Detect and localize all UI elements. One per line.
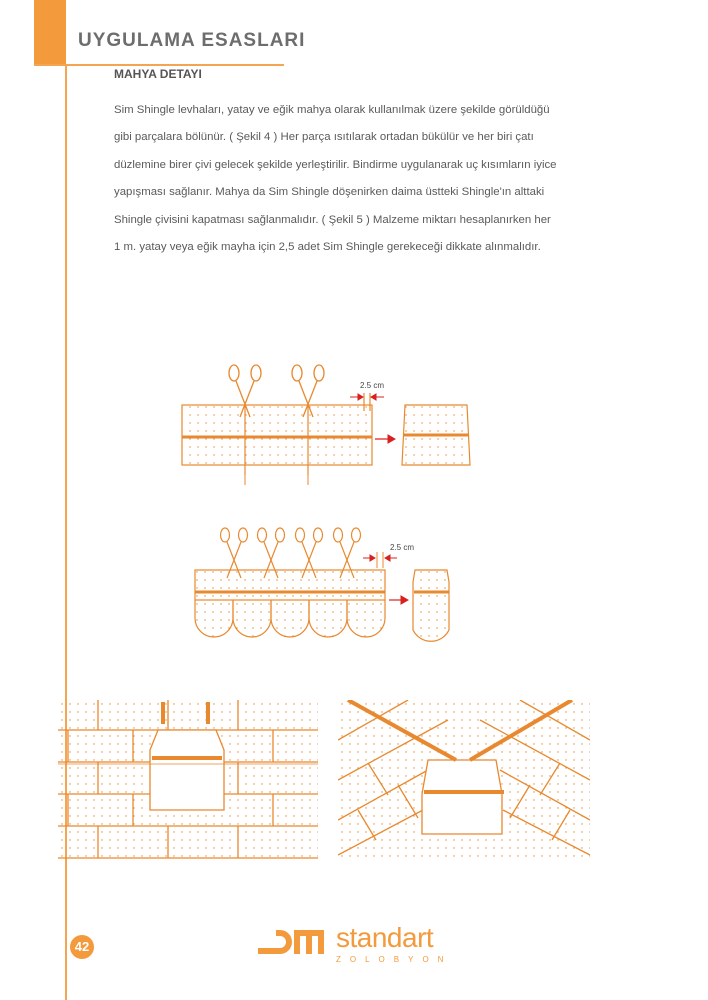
page-title: UYGULAMA ESASLARI xyxy=(78,30,306,51)
body-line: gibi parçalara bölünür. ( Şekil 4 ) Her parça ısıtılarak ortadan bükülür ve her biri çatı xyxy=(114,131,534,144)
figure-shingle-cut-straight xyxy=(170,355,490,495)
figure-ridge-horizontal xyxy=(58,700,318,860)
section-subtitle: MAHYA DETAYI xyxy=(114,67,202,81)
brand-logo-mark xyxy=(258,924,334,960)
body-text xyxy=(114,97,582,261)
figure-shingle-cut-tabs xyxy=(185,520,475,650)
body-line: yapışması sağlanır. Mahya da Sim Shingle döşenirken daima üstteki Shingle'ın alttaki xyxy=(114,186,545,199)
body-line: düzlemine birer çivi gelecek şekilde yerleştirilir. Bindirme uygulanarak uç kısımların iyice xyxy=(114,158,557,171)
page-number: 42 xyxy=(70,935,94,959)
body-line: 1 m. yatay veya eğik mayha için 2,5 adet Sim Shingle gerekeceği dikkate alınmalıdır. xyxy=(114,241,541,254)
header-underline xyxy=(34,64,284,66)
header-tab xyxy=(34,0,66,66)
dimension-label: 2.5 cm xyxy=(390,543,415,552)
figure-ridge-hip xyxy=(338,700,590,860)
body-line: Sim Shingle levhaları, yatay ve eğik mahya olarak kullanılmak üzere şekilde görüldüğü xyxy=(114,104,550,116)
brand-tagline: ZOLOBYON xyxy=(336,955,453,964)
dimension-label: 2.5 cm xyxy=(360,381,385,390)
body-line: Shingle çivisini kapatması sağlanmalıdır. ( Şekil 5 ) Malzeme miktarı hesaplanırken her xyxy=(114,213,551,226)
brand-name: standart xyxy=(336,922,434,953)
